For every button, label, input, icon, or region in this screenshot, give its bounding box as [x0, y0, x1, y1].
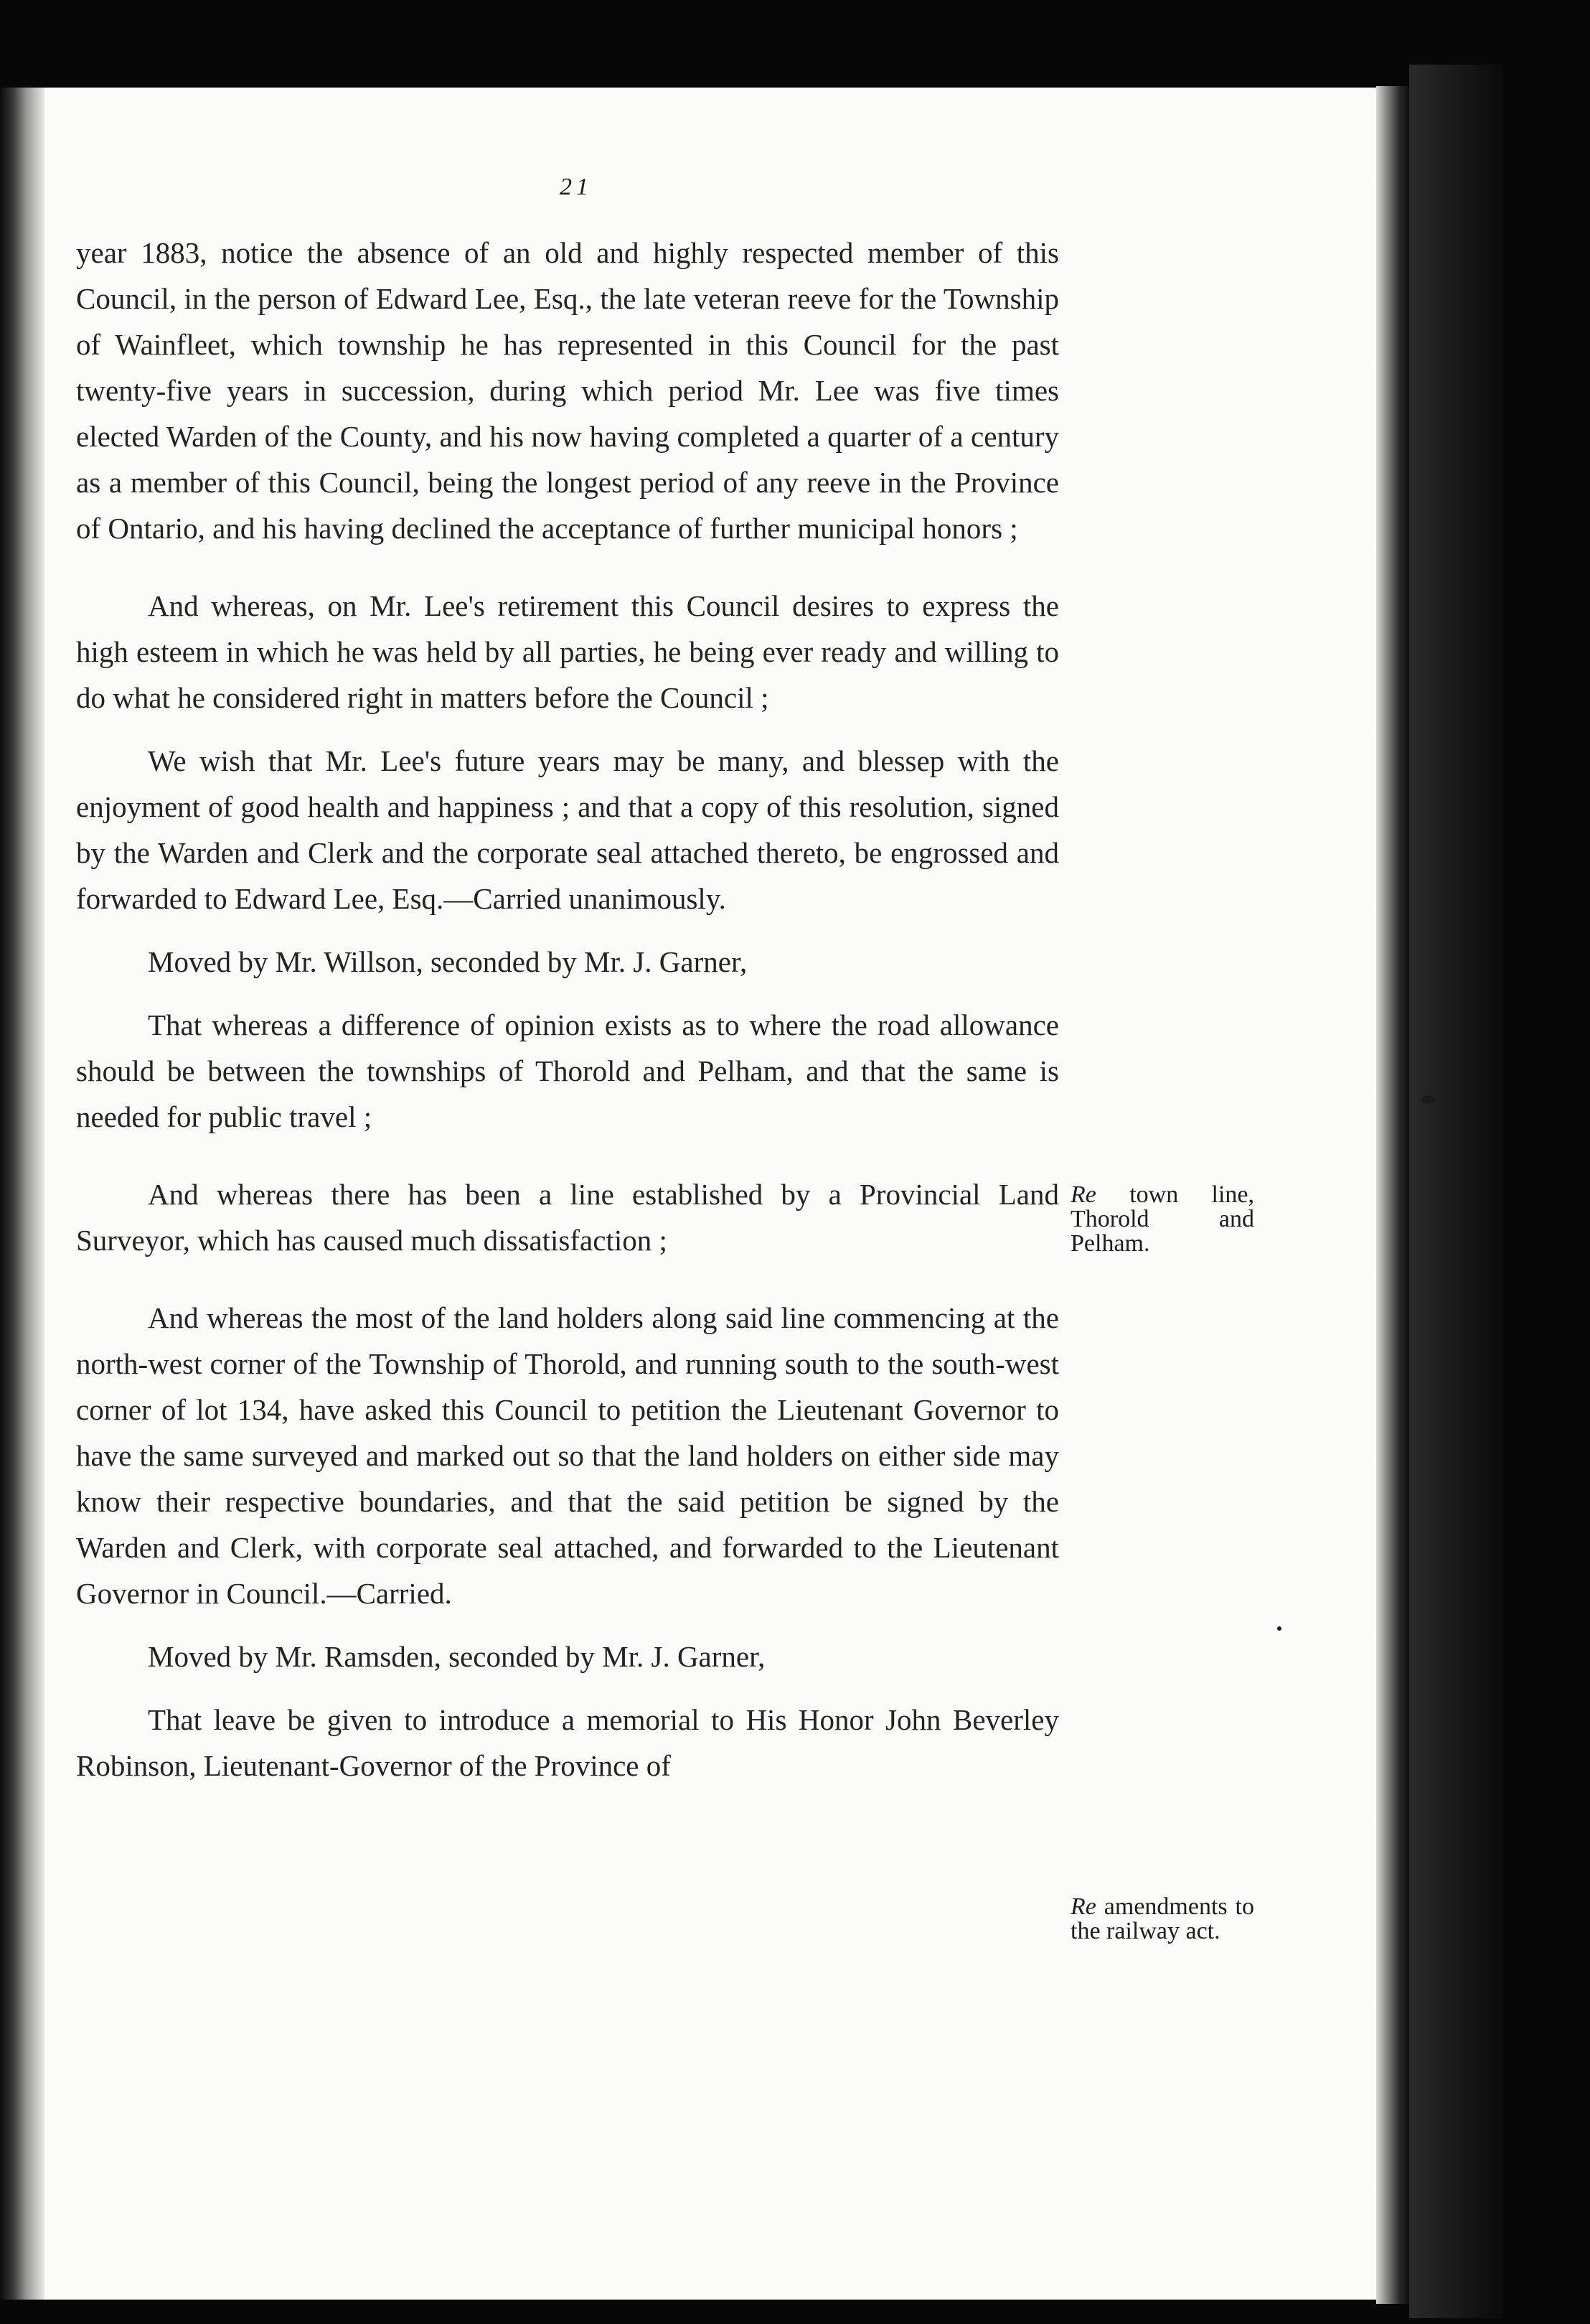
paragraph: That whereas a difference of opinion exists as to where the road allowance should be between the townships of Thorold and Pelham, and that the same is needed for public travel ; [76, 1008, 1059, 1133]
book-binding-shadow [0, 88, 44, 2300]
margin-note [1071, 1895, 1254, 1944]
margin-note-text: amendments to the railway act. [1071, 1893, 1254, 1944]
margin-note [1071, 1183, 1254, 1256]
margin-note-re: Re [1071, 1893, 1096, 1920]
paragraph: And whereas the most of the land holders along said line commencing at the north-west corner of the Township of Thorold, and running south to the south-west corner of lot 134, have asked this Council to petition the Lieutenant Governor to have the same surveyed and marked out so that the land holders on either side may know their respective boundaries, and that the said petition be signed by the Warden and Clerk, with corporate seal attached, and forwarded to the Lieutenant Governor in Council.—Carried. [76, 1301, 1059, 1610]
paragraph: Moved by Mr. Ramsden, seconded by Mr. J. Garner, [148, 1640, 766, 1673]
page-stack-edge [1376, 86, 1409, 2304]
paragraph: Moved by Mr. Willson, seconded by Mr. J. Garner, [148, 945, 748, 978]
speck-mark [1277, 1626, 1281, 1631]
speck-mark [1422, 1095, 1435, 1104]
paragraph: year 1883, notice the absence of an old and highly respected member of this Council, in the person of Edward Lee, Esq., the late veteran reeve for the Township of Wainfleet, which township he has represented in this Council for the past twenty-five years in succession, during which period Mr. Lee was five times elected Warden of the County, and his now having completed a quarter of a century as a member of this Council, being the longest period of any reeve in the Province of Ontario, and his having declined the acceptance of further municipal honors ; [76, 236, 1059, 545]
page-number: 21 [560, 174, 593, 200]
margin-note-re: Re [1071, 1181, 1096, 1208]
paragraph: And whereas there has been a line established by a Provincial Land Surveyor, which has caused much dissatisfaction ; [76, 1178, 1059, 1257]
book-cover-edge [1409, 65, 1502, 2318]
margin-note-text: town line, Thorold and Pelham. [1071, 1181, 1254, 1257]
body-text [76, 230, 1059, 1789]
paragraph: We wish that Mr. Lee's future years may be many, and blessep with the enjoyment of good health and happiness ; and that a copy of this resolution, signed by the Warden and Clerk and the corporate seal attached thereto, be engrossed and forwarded to Edward Lee, Esq.—Carried unanimously. [76, 744, 1059, 915]
paragraph: And whereas, on Mr. Lee's retirement this Council desires to express the high esteem in which he was held by all parties, he being ever ready and willing to do what he considered right in matters before the Council ; [76, 589, 1059, 714]
paragraph: That leave be given to introduce a memorial to His Honor John Beverley Robinson, Lieutenant-Governor of the Province of [76, 1703, 1059, 1782]
